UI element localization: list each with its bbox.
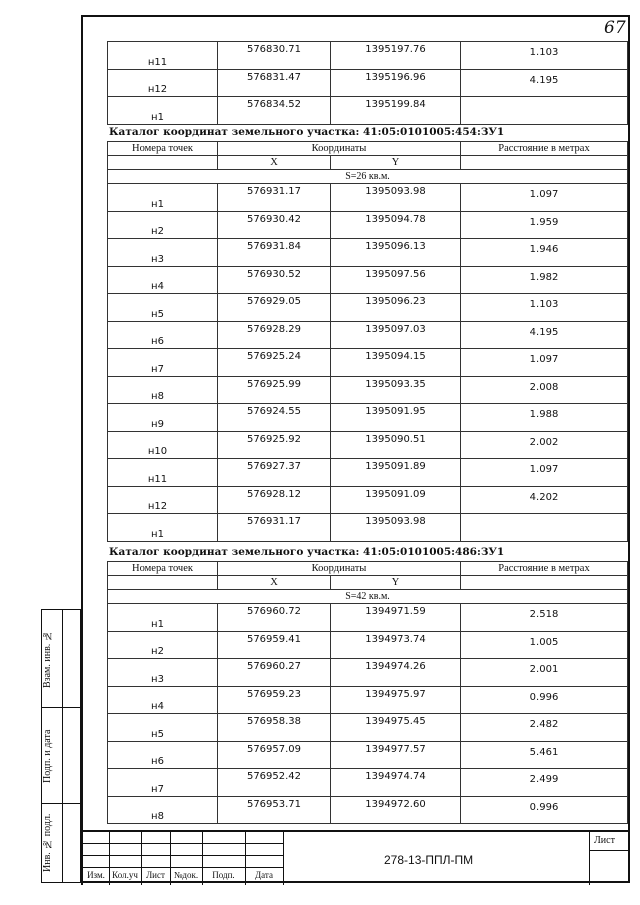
x-cell: 576927.37 (246, 461, 302, 472)
x-cell: 576830.71 (246, 44, 302, 55)
y-cell: 1395094.78 (365, 213, 426, 225)
point-cell: н1 (151, 618, 164, 630)
table-row (108, 741, 628, 769)
table-row (108, 184, 628, 212)
x-cell: 576959.23 (246, 688, 302, 700)
y-cell: 1395091.89 (365, 461, 426, 472)
point-cell: н10 (147, 446, 168, 457)
y-cell: 1395097.56 (365, 268, 426, 280)
distance-cell: 5.461 (529, 746, 559, 758)
table-row (108, 686, 628, 714)
catalog-caption: Каталог координат земельного участка: 41:05:0101005:454:ЗУ1 (109, 126, 505, 138)
point-cell: н11 (147, 473, 168, 485)
distance-cell: 1.103 (529, 299, 559, 310)
header-points: Номера точек (108, 142, 218, 156)
x-cell: 576931.84 (246, 241, 302, 252)
point-cell: н1 (151, 198, 164, 210)
y-cell: 1395096.13 (365, 241, 426, 252)
distance-cell: 2.482 (529, 719, 559, 730)
distance-cell: 2.499 (529, 774, 559, 785)
point-cell: н4 (151, 701, 164, 712)
point-cell: н8 (151, 391, 164, 402)
point-cell: н7 (151, 363, 164, 375)
distance-cell: 2.008 (529, 381, 559, 393)
distance-cell (461, 514, 627, 519)
point-cell: н1 (151, 111, 164, 123)
side-stamp (41, 609, 81, 883)
header-x: X (218, 576, 331, 590)
y-cell: 1395199.84 (365, 99, 426, 110)
side-label-inventory: Инв. № подл. (42, 813, 53, 873)
distance-cell: 1.103 (529, 47, 559, 58)
point-cell: н11 (147, 56, 168, 68)
distance-cell: 4.195 (529, 74, 559, 86)
header-coordinates: Координаты (218, 562, 461, 576)
distance-cell: 1.097 (529, 354, 559, 365)
point-cell: н7 (151, 783, 164, 795)
y-cell: 1395097.03 (365, 323, 426, 335)
y-cell: 1395096.23 (365, 296, 426, 307)
side-label-sign-date: Подп. и дата (42, 729, 53, 783)
catalog-header (107, 561, 628, 604)
point-cell: н12 (147, 501, 168, 512)
x-cell: 576931.17 (246, 186, 302, 197)
point-cell: н2 (151, 226, 164, 237)
table-row (108, 631, 628, 659)
point-cell: н5 (151, 728, 164, 740)
table-row (108, 431, 628, 459)
x-cell: 576928.29 (246, 323, 302, 335)
x-cell: 576958.38 (246, 716, 302, 727)
y-cell: 1394974.74 (365, 771, 426, 782)
document-code: 278-13-ППЛ-ПМ (384, 853, 474, 867)
header-points: Номера точек (108, 562, 218, 576)
y-cell: 1394972.60 (365, 798, 426, 810)
point-cell: н6 (151, 756, 164, 767)
table-row (108, 239, 628, 267)
table-row (108, 769, 628, 797)
y-cell: 1394975.45 (365, 716, 426, 727)
point-cell: н2 (151, 646, 164, 657)
point-cell: н8 (151, 811, 164, 822)
page-number: 67 (604, 18, 626, 38)
distance-cell: 2.518 (529, 609, 559, 620)
tb-label-qty: Кол.уч (112, 870, 138, 880)
table-row (108, 714, 628, 742)
point-cell: н5 (151, 308, 164, 320)
y-cell: 1394971.59 (365, 606, 426, 617)
x-cell: 576834.52 (246, 99, 302, 110)
tb-label-date: Дата (255, 870, 273, 880)
x-cell: 576930.52 (246, 268, 302, 280)
distance-cell: 2.002 (529, 436, 559, 448)
distance-cell: 1.959 (529, 216, 559, 228)
x-cell: 576960.27 (246, 661, 302, 672)
table-row (108, 321, 628, 349)
catalog-header (107, 141, 628, 184)
x-cell: 576953.71 (246, 798, 302, 810)
distance-cell: 4.195 (529, 326, 559, 338)
point-cell: н3 (151, 253, 164, 265)
y-cell: 1395197.76 (365, 44, 426, 55)
y-cell: 1395094.15 (365, 351, 426, 362)
point-cell: н12 (147, 84, 168, 95)
y-cell: 1394975.97 (365, 688, 426, 700)
x-cell: 576957.09 (246, 743, 302, 755)
tb-label-sign: Подп. (212, 870, 235, 880)
x-cell: 576928.12 (246, 488, 302, 500)
x-cell: 576924.55 (246, 406, 302, 417)
tb-label-doc: №док. (173, 870, 199, 880)
table-row (108, 376, 628, 404)
x-cell: 576925.92 (246, 433, 302, 445)
y-cell: 1394974.26 (365, 661, 426, 672)
distance-cell: 0.996 (529, 801, 559, 813)
x-cell: 576930.42 (246, 213, 302, 225)
table-row (108, 97, 628, 125)
catalog-caption: Каталог координат земельного участка: 41:05:0101005:486:ЗУ1 (109, 546, 505, 558)
y-cell: 1395093.98 (365, 186, 426, 197)
distance-cell: 2.001 (529, 664, 559, 675)
distance-cell: 1.097 (529, 464, 559, 475)
table-row (108, 604, 628, 632)
point-cell: н3 (151, 673, 164, 685)
x-cell: 576959.41 (246, 633, 302, 645)
table-row (108, 294, 628, 322)
y-cell: 1394977.57 (365, 743, 426, 755)
area-value: S=42 кв.м. (108, 590, 628, 604)
coordinates-table-continued (107, 41, 628, 125)
distance-cell: 1.097 (529, 189, 559, 200)
distance-cell: 1.946 (529, 244, 559, 255)
table-row (108, 459, 628, 487)
point-cell: н9 (151, 418, 164, 430)
side-label-replace: Взам. инв. № (42, 630, 53, 688)
table-row (108, 349, 628, 377)
area-value: S=26 кв.м. (108, 170, 628, 184)
distance-cell: 1.005 (529, 636, 559, 648)
y-cell: 1395093.35 (365, 378, 426, 390)
x-cell: 576925.99 (246, 378, 302, 390)
y-cell: 1395090.51 (365, 433, 426, 445)
table-row (108, 404, 628, 432)
table-row (108, 659, 628, 687)
distance-cell: 1.988 (529, 409, 559, 420)
header-y: Y (331, 156, 461, 170)
point-cell: н4 (151, 281, 164, 292)
header-x: X (218, 156, 331, 170)
table-row (108, 42, 628, 70)
distance-cell: 1.982 (529, 271, 559, 283)
sheet-label: Лист (594, 835, 615, 846)
x-cell: 576925.24 (246, 351, 302, 362)
table-row (108, 796, 628, 824)
distance-cell: 0.996 (529, 691, 559, 703)
distance-cell: 4.202 (529, 491, 559, 503)
header-distance: Расстояние в метрах (461, 562, 628, 576)
x-cell: 576931.17 (246, 516, 302, 527)
x-cell: 576831.47 (246, 71, 302, 83)
table-row (108, 486, 628, 514)
header-distance: Расстояние в метрах (461, 142, 628, 156)
coordinates-table (107, 183, 628, 542)
header-y: Y (331, 576, 461, 590)
table-row (108, 266, 628, 294)
title-block (81, 830, 630, 885)
y-cell: 1395091.09 (365, 488, 426, 500)
table-row (108, 211, 628, 239)
x-cell: 576960.72 (246, 606, 302, 617)
point-cell: н6 (151, 336, 164, 347)
point-cell: н1 (151, 528, 164, 540)
y-cell: 1395196.96 (365, 71, 426, 83)
y-cell: 1395093.98 (365, 516, 426, 527)
tb-label-sheet: Лист (146, 870, 165, 880)
y-cell: 1394973.74 (365, 633, 426, 645)
coordinates-table (107, 603, 628, 824)
x-cell: 576952.42 (246, 771, 302, 782)
distance-cell (461, 97, 627, 102)
table-row (108, 514, 628, 542)
header-coordinates: Координаты (218, 142, 461, 156)
x-cell: 576929.05 (246, 296, 302, 307)
table-row (108, 69, 628, 97)
y-cell: 1395091.95 (365, 406, 426, 417)
tb-label-change: Изм. (87, 870, 105, 880)
